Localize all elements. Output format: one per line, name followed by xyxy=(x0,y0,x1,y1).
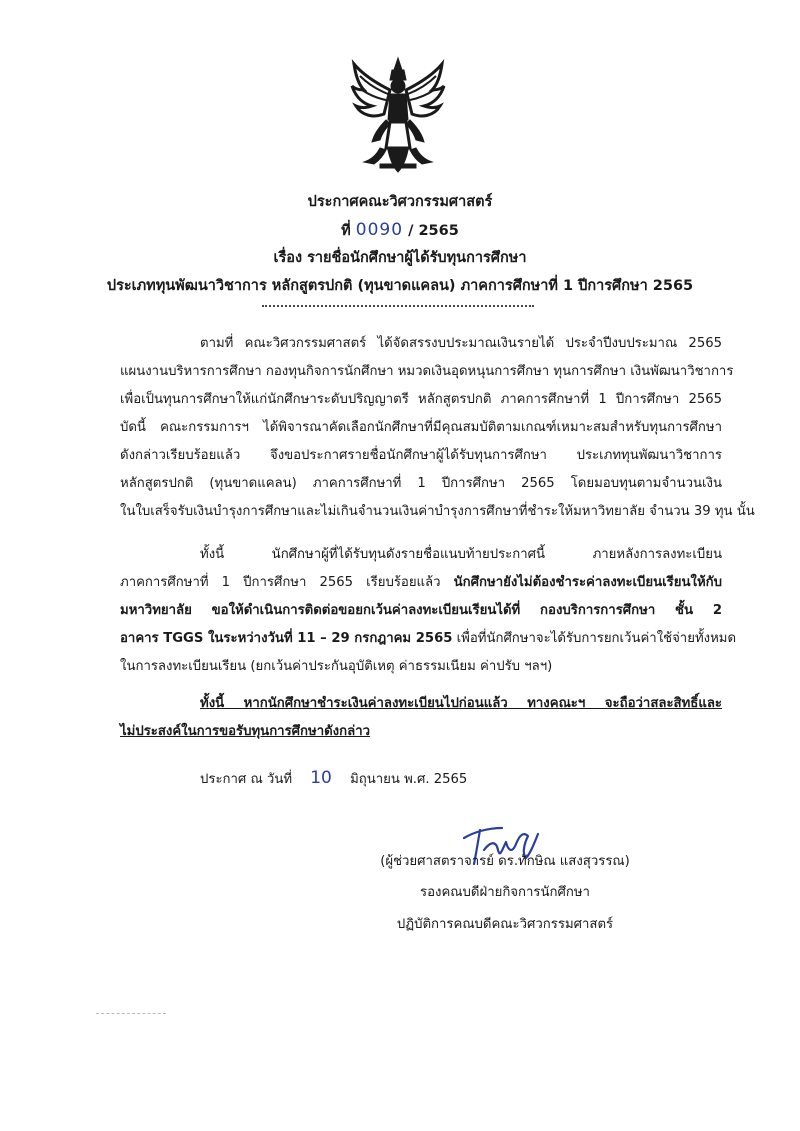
announcement-subject-line2: ประเภททุนพัฒนาวิชาการ หลักสูตรปกติ (ทุนขาดแคลน) ภาคการศึกษาที่ 1 ปีการศึกษา 2565 xyxy=(106,278,694,294)
announcement-title: ประกาศคณะวิศวกรรมศาสตร์ xyxy=(307,194,493,210)
handwritten-day: 10 xyxy=(310,768,332,788)
paragraph-text: ภาคการศึกษาที่ 1 ปีการศึกษา 2565 เรียบร้อยแล้ว xyxy=(120,575,441,590)
paragraph-line: ตามที่ คณะวิศวกรรมศาสตร์ ได้จัดสรรงบประมาณเงินรายได้ ประจำปีงบประมาณ 2565 xyxy=(200,336,722,351)
paragraph-line: ไม่ประสงค์ในการขอรับทุนการศึกษาดังกล่าว xyxy=(120,724,371,739)
paragraph-line: แผนงานบริหารการศึกษา กองทุนกิจการนักศึกษา หมวดเงินอุดหนุนการศึกษา ทุนการศึกษา เงินพัฒนาวิชาการ xyxy=(120,364,734,379)
announcement-subject: เรื่อง รายชื่อนักศึกษาผู้ได้รับทุนการศึกษา xyxy=(273,250,527,266)
paragraph-line: ทั้งนี้ นักศึกษาผู้ที่ได้รับทุนดังรายชื่อแนบท้ายประกาศนี้ ภายหลังการลงทะเบียน xyxy=(200,547,722,562)
signatory-position: รองคณบดีฝ่ายกิจการนักศึกษา xyxy=(420,885,590,900)
paragraph-line: ทั้งนี้ หากนักศึกษาชำระเงินค่าลงทะเบียนไปก่อนแล้ว ทางคณะฯ จะถือว่าสละสิทธิ์และ xyxy=(200,696,722,711)
paragraph-line xyxy=(120,597,722,625)
number-prefix: ที่ xyxy=(341,223,351,239)
date-prefix: ประกาศ ณ วันที่ xyxy=(200,772,293,787)
paragraph-intro xyxy=(120,330,755,526)
number-suffix: / 2565 xyxy=(408,223,459,239)
scan-artifact xyxy=(96,1013,166,1014)
paragraph-line: บัดนี้ คณะกรรมการฯ ได้พิจารณาคัดเลือกนักศึกษาที่มีคุณสมบัติตามเกณฑ์เหมาะสมสำหรับทุนการศึกษา xyxy=(120,420,722,435)
paragraph-line: หลักสูตรปกติ (ทุนขาดแคลน) ภาคการศึกษาที่ 1 ปีการศึกษา 2565 โดยมอบทุนตามจำนวนเงิน xyxy=(120,476,722,491)
paragraph-line xyxy=(120,625,737,653)
paragraph-bold-text: มหาวิทยาลัย ขอให้ดำเนินการติดต่อขอยกเว้นค่าลงทะเบียนเรียนได้ที่ กองบริการการศึกษา ชั้น 2 xyxy=(120,603,722,618)
paragraph-bold-text: อาคาร TGGS ในระหว่างวันที่ 11 – 29 กรกฎาคม 2565 xyxy=(120,631,453,646)
garuda-emblem-icon xyxy=(350,56,446,174)
paragraph-bold-text: นักศึกษายังไม่ต้องชำระค่าลงทะเบียนเรียนให้กับ xyxy=(453,575,722,590)
paragraph-warning xyxy=(120,690,722,746)
paragraph-line: เพื่อเป็นทุนการศึกษาให้แก่นักศึกษาระดับปริญญาตรี หลักสูตรปกติ ภาคการศึกษาที่ 1 ปีการศึกษา 2565 xyxy=(120,392,722,407)
signatory-acting-position: ปฏิบัติการคณบดีคณะวิศวกรรมศาสตร์ xyxy=(396,917,614,932)
dotted-divider xyxy=(262,305,534,307)
date-month-year: มิถุนายน พ.ศ. 2565 xyxy=(350,772,468,787)
paragraph-line: ในการลงทะเบียนเรียน (ยกเว้นค่าประกันอุบัติเหตุ ค่าธรรมเนียม ค่าปรับ ฯลฯ) xyxy=(120,659,553,674)
paragraph-line: ในใบเสร็จรับเงินบำรุงการศึกษาและไม่เกินจำนวนเงินค่าบำรุงการศึกษาที่ชำระให้มหาวิทยาลัย จำนวน 39 ทุน นั้น xyxy=(120,504,755,519)
paragraph-text: เพื่อที่นักศึกษาจะได้รับการยกเว้นค่าใช้จ่ายทั้งหมด xyxy=(456,631,737,646)
paragraph-line: ดังกล่าวเรียบร้อยแล้ว จึงขอประกาศรายชื่อนักศึกษาผู้ได้รับทุนการศึกษา ประเภททุนพัฒนาวิชาการ xyxy=(120,448,722,463)
announcement-date xyxy=(200,768,467,789)
paragraph-instructions xyxy=(120,541,737,681)
announcement-number xyxy=(0,219,800,242)
handwritten-number: 0090 xyxy=(355,220,404,240)
paragraph-line xyxy=(120,569,722,597)
signatory-name: (ผู้ช่วยศาสตราจารย์ ดร.ทักษิณ แสงสุวรรณ) xyxy=(380,854,630,869)
